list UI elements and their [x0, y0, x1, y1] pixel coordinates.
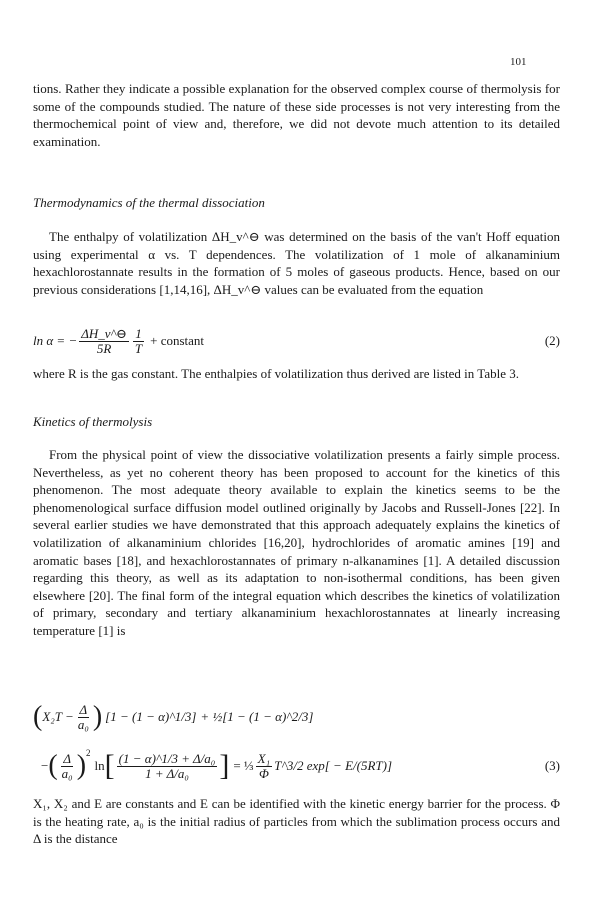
eq3-open-paren: (: [33, 701, 43, 732]
eq3-plus-term: + ½[1 − (1 − α)^2/3]: [200, 709, 314, 724]
eq3-x1-den: Φ: [258, 765, 269, 781]
eq2-frac2-den: T: [134, 340, 143, 356]
eq3-line2-frac-num: Δ: [63, 750, 71, 766]
eq3-rest: T^3/2 exp[ − E/(5RT)]: [274, 758, 393, 773]
paragraph-kinetics: From the physical point of view the dissociative volatilization presents a fairly simple process. Nevertheless, as yet no coherent theory has been proposed to account for the kinetics of this phenomenon. The most adequate theory available to explain the kinetics seems to be the phenomenological surface diffusion model outlined originally by Jacobs and Russell-Jones [22]. In several earlier studies we have demonstrated that this approach adequately explains the kinetics of volatilization of alkanaminium chlorides [16,20], hydrochlorides of aromatic amines [19] and aromatic bases [18], and hexachlorostannates of primary n-alkanamines [1]. A detailed discussion regarding this theory, as well as its adaptation to non-isothermal conditions, has been given elsewhere [20]. The final form of the integral equation which describes the kinetics of volatilization of primary, secondary and tertiary alkanaminium hexachlorostannates at linearly increasing temperature [1] is: [33, 447, 560, 638]
eq3-ln: ln: [94, 758, 105, 773]
eq3-equals: = ⅓: [233, 758, 254, 773]
eq2-frac-den: 5R: [96, 340, 112, 356]
eq2-rhs: + constant: [150, 333, 205, 348]
page-number: 101: [510, 56, 527, 68]
equation-3-line-2: − ( $\frac{\Delta}{\text{a₀}}$ ) $^2$ ln [ $\frac{\text{(1 − α)\textasciicircum{}1/3 + Δ/a₀}}{\text{1 + Δ/a₀}}$ ] = ⅓ $\frac{\text{X₁}}{\Phi}$ T^3/2 exp[ − E/(5RT)] (3): [41, 748, 560, 782]
eq3-line2-frac-den: a₀: [61, 765, 73, 781]
eq3-big-frac-num: (1 − α)^1/3 + Δ/a₀: [118, 750, 216, 766]
eq3-x1-num: X₁: [257, 750, 271, 766]
eq2-fraction: [79, 327, 129, 356]
eq2-fraction-2: [133, 327, 144, 356]
eq3-minus: −: [41, 758, 49, 773]
eq3-close-paren: ): [92, 701, 103, 732]
eq3-line1-frac-num: Δ: [79, 701, 88, 717]
eq2-frac-num: ΔH_v^⊖: [81, 325, 127, 341]
paragraph-gas-constant: where R is the gas constant. The enthalpies of volatilization thus derived are listed in Table 3.: [33, 366, 519, 381]
eq3-big-fraction: [117, 752, 218, 781]
heading-kinetics: Kinetics of thermolysis: [33, 414, 153, 429]
eq2-frac2-num: 1: [135, 325, 142, 341]
eq2-number: (2): [544, 333, 560, 348]
eq3-line1-fraction: [76, 703, 91, 732]
paragraph-thermodynamics: The enthalpy of volatilization ΔH_v^⊖ was determined on the basis of the van't Hoff equation using experimental α vs. T dependences. The volatilization of 1 mole of alkanaminium hexachlorostannate results in the formation of 5 moles of gaseous products. Hence, based on our previous considerations [1,14,16], ΔH_v^⊖ values can be evaluated from the equation: [33, 229, 560, 297]
heading-thermodynamics: Thermodynamics of the thermal dissociation: [33, 195, 265, 210]
eq2-lhs: ln α = −: [33, 333, 78, 348]
eq3-line2-fraction: [60, 752, 75, 781]
eq3-big-frac-den: 1 + Δ/a₀: [145, 765, 189, 781]
eq3-x1-fraction: [256, 752, 272, 781]
eq3-square: 2: [86, 748, 91, 758]
eq3-line1-frac-den: a₀: [77, 716, 89, 732]
eq3-number: (3): [544, 758, 560, 773]
eq3-bracket-1: [1 − (1 − α)^1/3]: [105, 709, 197, 724]
equation-2: [33, 323, 560, 359]
eq3-x2t: X₂T −: [42, 709, 74, 724]
equation-3-line-1: [33, 698, 560, 736]
paragraph-intro: tions. Rather they indicate a possible explanation for the observed complex course of thermolysis for some of the compounds studied. The nature of these side processes is not very interesting from the thermochemical point of view and, therefore, we did not devote much attention to its detailed examination.: [33, 81, 560, 149]
paragraph-final: X₁, X₂ and E are constants and E can be identified with the kinetic energy barrier for the process. Φ is the heating rate, a₀ is the initial radius of particles from which the sublimation process occurs and Δ is the distance: [33, 796, 560, 847]
